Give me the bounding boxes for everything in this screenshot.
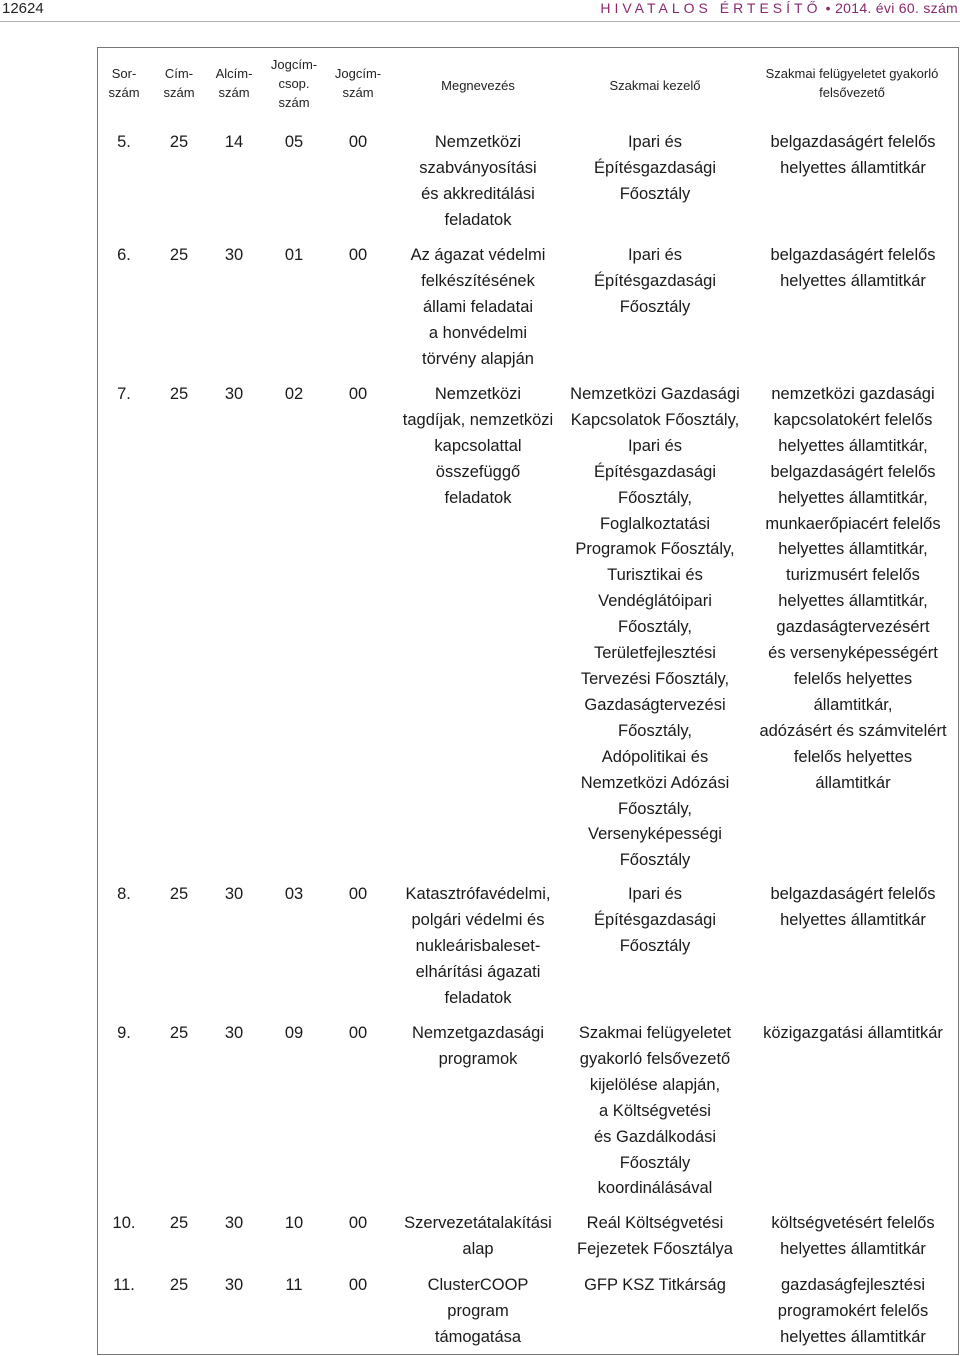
cell-szakmai-kezelo: Reál Költségvetési Fejezetek Főosztálya [577, 1214, 733, 1258]
header-rule [0, 21, 960, 22]
cell-szakmai-felugyelet: belgazdaságért felelős helyettes államtitkár [770, 885, 936, 929]
cell-jogcimszam: 00 [348, 1214, 368, 1232]
cell-sorszam: 11. [113, 1276, 135, 1294]
cell-alcimszam: 30 [224, 1276, 244, 1294]
header-szakmai-felugyelet: Szakmai felügyeletet gyakorló felsővezető [765, 66, 939, 100]
cell-szakmai-felugyelet: közigazgatási államtitkár [763, 1024, 943, 1042]
cell-megnevezes: Nemzetgazdasági programok [411, 1024, 545, 1068]
cell-jogcimcsop: 11 [285, 1276, 303, 1294]
header-sorszam: Sor- szám [108, 66, 140, 100]
cell-jogcimszam: 00 [348, 1276, 368, 1294]
cell-alcimszam: 30 [224, 1024, 244, 1042]
cell-jogcimcsop: 10 [284, 1214, 304, 1232]
cell-jogcimszam: 00 [348, 885, 368, 903]
cell-megnevezes: Nemzetközi tagdíjak, nemzetközi kapcsolattal összefüggő feladatok [402, 385, 554, 507]
cell-cimszam: 25 [169, 1024, 189, 1042]
cell-sorszam: 8. [117, 885, 131, 903]
cell-sorszam: 9. [117, 1024, 131, 1042]
cell-jogcimcsop: 02 [284, 385, 304, 403]
cell-cimszam: 25 [169, 246, 189, 264]
cell-jogcimcsop: 03 [284, 885, 304, 903]
cell-sorszam: 7. [117, 385, 131, 403]
issue-label: 2014. évi 60. szám [835, 0, 958, 16]
cell-cimszam: 25 [169, 885, 189, 903]
cell-jogcimszam: 00 [348, 385, 368, 403]
cell-megnevezes: ClusterCOOP program támogatása [427, 1276, 529, 1346]
header-szakmai-kezelo: Szakmai kezelő [609, 78, 701, 93]
cell-alcimszam: 30 [224, 1214, 244, 1232]
journal-title: HIVATALOS ÉRTESÍTŐ [600, 0, 822, 16]
header-jogcimcsop: Jogcím- csop. szám [270, 57, 318, 110]
cell-cimszam: 25 [169, 1214, 189, 1232]
cell-megnevezes: Katasztrófavédelmi, polgári védelmi és nukleárisbaleset- elhárítási ágazati feladatok [405, 885, 551, 1007]
cell-cimszam: 25 [169, 385, 189, 403]
cell-sorszam: 5. [117, 133, 131, 151]
cell-szakmai-kezelo: Ipari és Építésgazdasági Főosztály [593, 885, 716, 955]
cell-alcimszam: 30 [224, 385, 244, 403]
cell-szakmai-felugyelet: nemzetközi gazdasági kapcsolatokért felelős helyettes államtitkár, belgazdaságért felelős helyettes államtitkár, munkaerőpiacért felelős helyettes államtitkár, turizmusért felelős helyettes államtitkár, gazdaságtervezésért és versenyképességért felelős helyettes államtitkár, adózásért és számvitelért felelős helyettes államtitkár [759, 385, 947, 792]
cell-jogcimcsop: 01 [284, 246, 304, 264]
running-head: HIVATALOS ÉRTESÍTŐ • 2014. évi 60. szám [600, 0, 958, 16]
header-jogcimszam: Jogcím- szám [334, 66, 382, 100]
cell-szakmai-kezelo: Ipari és Építésgazdasági Főosztály [593, 133, 716, 203]
cell-szakmai-kezelo: GFP KSZ Titkárság [584, 1276, 726, 1294]
cell-szakmai-felugyelet: belgazdaságért felelős helyettes államtitkár [770, 133, 936, 177]
cell-cimszam: 25 [169, 1276, 189, 1294]
cell-szakmai-kezelo: Szakmai felügyeletet gyakorló felsővezető kijelölése alapján, a Költségvetési és Gazdálkodási Főosztály koordinálásával [578, 1024, 732, 1198]
page-header [0, 0, 960, 22]
cell-szakmai-felugyelet: gazdaságfejlesztési programokért felelős helyettes államtitkár [777, 1276, 929, 1346]
cell-szakmai-felugyelet: belgazdaságért felelős helyettes államtitkár [770, 246, 936, 290]
cell-alcimszam: 30 [224, 246, 244, 264]
cell-jogcimszam: 00 [348, 246, 368, 264]
header-cimszam: Cím- szám [163, 66, 195, 100]
page-number: 12624 [2, 0, 44, 17]
header-alcimszam: Alcím- szám [215, 66, 253, 100]
cell-szakmai-kezelo: Nemzetközi Gazdasági Kapcsolatok Főosztály, Ipari és Építésgazdasági Főosztály, Foglalkoztatási Programok Főosztály, Turisztikai és Vendéglátóipari Főosztály, Területfejlesztési Tervezési Főosztály, Gazdaságtervezési Főosztály, Adópolitikai és Nemzetközi Adózási Főosztály, Versenyképességi Főosztály [570, 385, 740, 870]
cell-megnevezes: Az ágazat védelmi felkészítésének állami feladatai a honvédelmi törvény alapján [410, 246, 546, 368]
cell-alcimszam: 14 [224, 133, 244, 151]
cell-jogcimcsop: 05 [284, 133, 304, 151]
cell-alcimszam: 30 [224, 885, 244, 903]
cell-jogcimcsop: 09 [284, 1024, 304, 1042]
cell-szakmai-felugyelet: költségvetésért felelős helyettes államtitkár [771, 1214, 935, 1258]
cell-jogcimszam: 00 [348, 1024, 368, 1042]
cell-jogcimszam: 00 [348, 133, 368, 151]
cell-megnevezes: Szervezetátalakítási alap [404, 1214, 552, 1258]
cell-sorszam: 10. [112, 1214, 136, 1232]
cell-cimszam: 25 [169, 133, 189, 151]
header-megnevezes: Megnevezés [441, 78, 515, 93]
cell-szakmai-kezelo: Ipari és Építésgazdasági Főosztály [593, 246, 716, 316]
cell-sorszam: 6. [117, 246, 131, 264]
cell-megnevezes: Nemzetközi szabványosítási és akkreditálási feladatok [419, 133, 537, 229]
